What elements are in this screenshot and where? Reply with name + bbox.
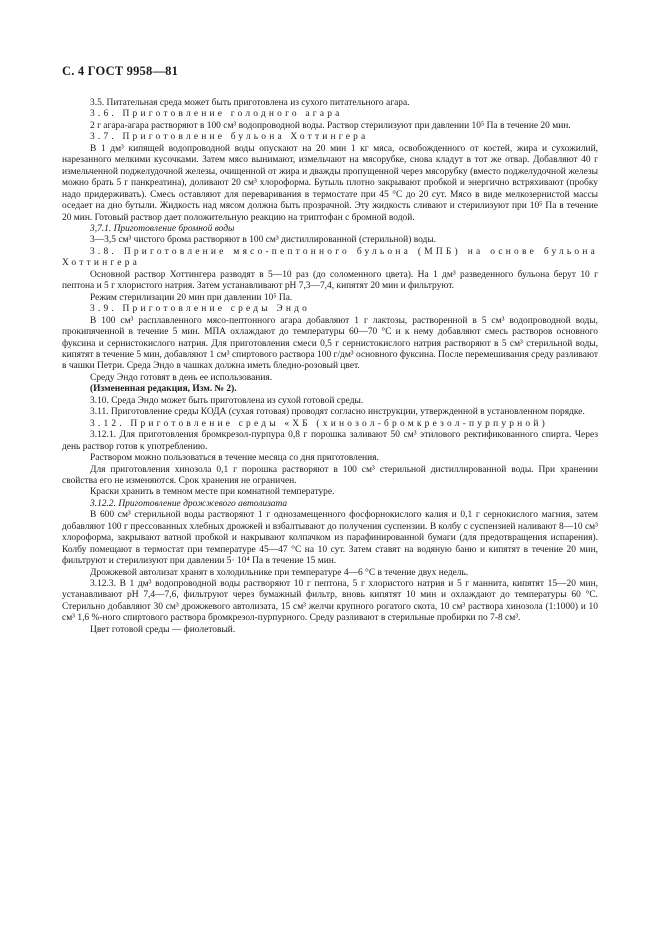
paragraph-3-12-1-storage: Краски хранить в темном месте при комнатной температуре. (90, 487, 335, 498)
paragraph-3-12-3-color: Цвет готовой среды — фиолетовый. (90, 624, 236, 635)
heading-3-12: 3.12. Приготовление среды «ХБ (хинозол-бромкрезол-пурпурной) (90, 418, 548, 429)
paragraph-3-9-body: В 100 см³ расплавленного мясо-пептонного агара добавляют 1 г лактозы, растворенной в 5 см³ водопроводной воды, прокипяченной в течение 5 мин. МПА охлаждают до температуры 60—70 °С и к нему добавляют смесь растворов основного фуксина и сернистокислого натрия. Для приготовления смеси 0,5 г сернистокислого натрия растворяют в 5 см³ стерильной воды, кипятят в течение 5 мин, добавляют 1 см³ спиртового раствора 100 г/дм³ основного фуксина. После перемешивания среду разливают в чашки Петри. Среда Эндо в чашках должна иметь бледно-розовый цвет. (62, 315, 598, 372)
paragraph-3-8-sterilization: Режим стерилизации 20 мин при давлении 10⁵ Па. (90, 292, 293, 303)
paragraph-3-12-1-chinosol: Для приготовления хинозола 0,1 г порошка растворяют в 100 см³ стерильной дистиллированной воды. При хранении свойства его не изменяются. Срок хранения не ограничен. (62, 464, 598, 486)
paragraph-3-7-1-body: 3—3,5 см³ чистого брома растворяют в 100 см³ дистиллированной (стерильной) воды. (90, 235, 437, 246)
heading-3-6: 3.6. Приготовление голодного агара (90, 109, 343, 120)
paragraph-3-12-1: 3.12.1. Для приготовления бромкрезол-пурпура 0,8 г порошка заливают 50 см³ этилового ректификованного спирта. Через день раствор готов к употреблению. (62, 430, 598, 452)
paragraph-3-12-3: 3.12.3. В 1 дм³ водопроводной воды растворяют 10 г пептона, 5 г хлористого натрия и 5 г маннита, кипятят 15—20 мин, устанавливают рН 7,4—7,6, фильтруют через бумажный фильтр, вновь кипятят 10 мин и охлаждают до температуры 60 °С. Стерильно добавляют 30 см³ дрожжевого автолизата, 15 см³ желчи крупного рогатого скота, 10 см³ раствора хинозола (1:1000) и 10 см³ 1,6 %-ного спиртового раствора бромкрезол-пурпурного. Среду разливают в стерильные пробирки по 7-8 см³. (62, 579, 598, 624)
paragraph-3-12-2-body: В 600 см³ стерильной воды растворяют 1 г однозамещенного фосфорнокислого калия и 0,1 г сернокислого магния, затем добавляют 100 г прессованных хлебных дрожжей и взбалтывают до получения суспензии. В колбу с суспензией наливают 8—10 см³ хлороформа, закрывают ватной пробкой и накрывают колпачком из парафинированной бумаги (для предотвращения испарения). Колбу помещают в термостат при температуре 45—47 °С на 10 сут. Затем ставят на водяную баню и кипятят в течение 20 мин, фильтруют и стерилизуют при давлении 5· 10⁴ Па в течение 15 мин. (62, 510, 598, 567)
amendment-note: (Измененная редакция, Изм. № 2). (90, 384, 237, 395)
heading-3-7-1: 3,7.1. Приготовление бромной воды (90, 223, 235, 234)
heading-3-12-2: 3.12.2. Приготовление дрожжевого автолизата (90, 498, 288, 509)
heading-3-8: 3.8. Приготовление мясо-пептонного бульона (МПБ) на основе бульона Хоттингера (62, 246, 598, 269)
page-header: С. 4 ГОСТ 9958—81 (62, 64, 179, 78)
paragraph-3-10: 3.10. Среда Эндо может быть приготовлена из сухой готовой среды. (90, 395, 364, 406)
paragraph-3-5: 3.5. Питательная среда может быть приготовлена из сухого питательного агара. (90, 98, 410, 108)
paragraph-3-12-2-storage: Дрожжевой автолизат хранят в холодильнике при температуре 4—6 °С в течение двух недель. (90, 567, 469, 578)
paragraph-3-6-body: 2 г агара-агара растворяют в 100 см³ водопроводной воды. Раствор стерилизуют при давлении 10⁵ Па в течение 20 мин. (90, 120, 571, 131)
document-body (62, 98, 598, 636)
paragraph-3-11: 3.11. Приготовление среды КОДА (сухая готовая) проводят согласно инструкции, утвержденной в установленном порядке. (90, 407, 585, 418)
heading-3-9: 3.9. Приготовление среды Эндо (90, 304, 311, 315)
paragraph-3-9-usage: Среду Эндо готовят в день ее использования. (90, 372, 273, 383)
paragraph-3-7-body: В 1 дм³ кипящей водопроводной воды опускают на 20 мин 1 кг мяса, освобожденного от костей, жира и сухожилий, нарезанного мелкими кусочками. Затем мясо вынимают, измельчают на мясорубке, снова кладут в тот же отвар. Добавляют 40 г измельченной поджелудочной железы, очищенной от жира и дважды пропущенной через мясорубку (вместо поджелудочной железы можно брать 5 г панкреатина), доливают 20 см³ хлороформа. Бутыль плотно закрывают пробкой и энергично встряхивают (пробку надо придерживать). Смесь оставляют для переваривания в термостате при 45 °С до 20 сут. Мясо в виде мелкозернистой массы оседает на дно бутыли. Жидкость над мясом должна быть прозрачной. Эту жидкость сливают и стерилизуют при 10⁵ Па в течение 20 мин. Готовый раствор дает положительную реакцию на триптофан с бромной водой. (62, 143, 598, 223)
paragraph-3-8-body: Основной раствор Хоттингера разводят в 5—10 раз (до соломенного цвета). На 1 дм³ разведенного бульона берут 10 г пептона и 5 г хлористого натрия. Затем устанавливают рН 7,3—7,4, кипятят 20 мин и фильтруют. (62, 269, 598, 292)
paragraph-3-12-1-usage: Раствором можно пользоваться в течение месяца со дня приготовления. (90, 453, 379, 464)
heading-3-7: 3.7. Приготовление бульона Хоттингера (90, 132, 369, 143)
